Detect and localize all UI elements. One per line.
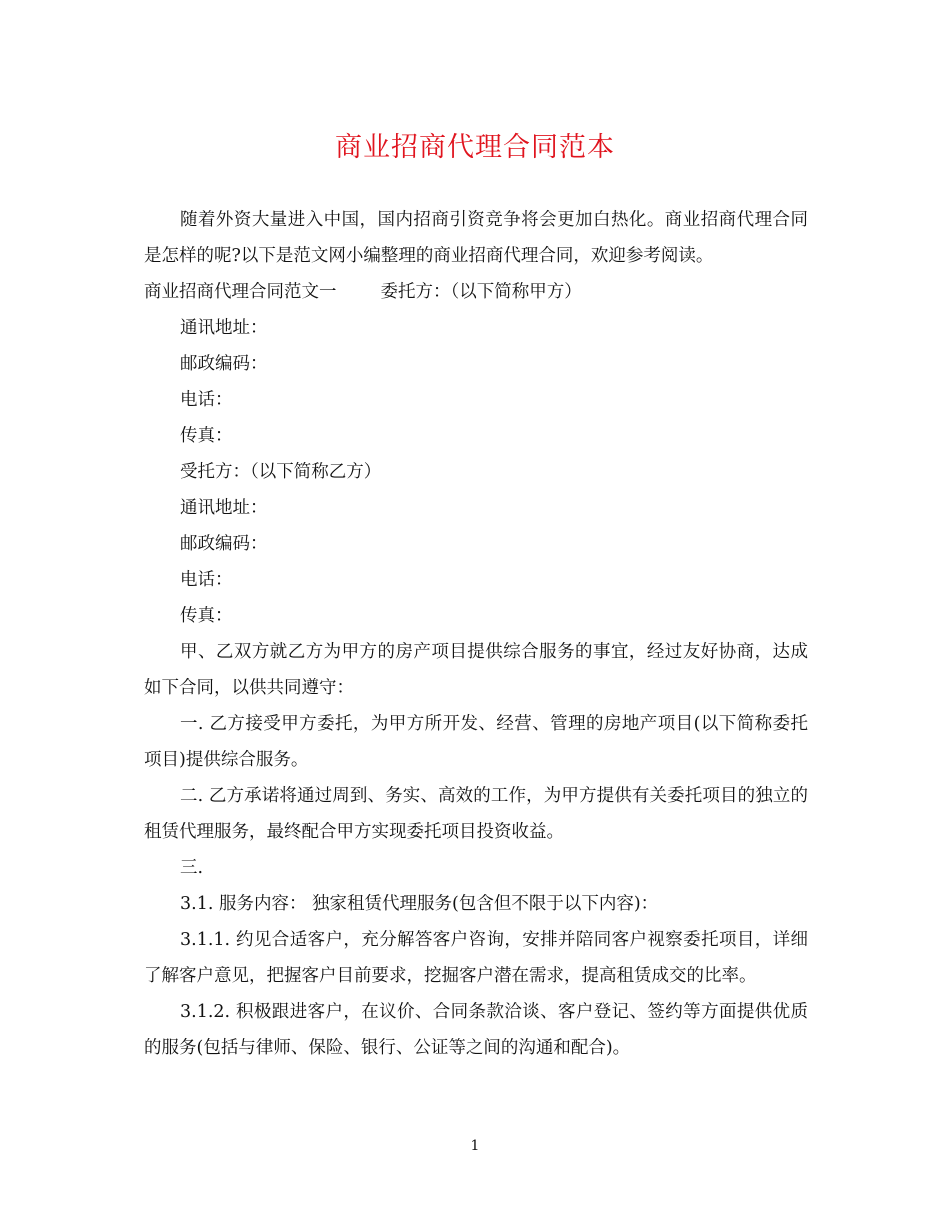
- party-b-phone: 电话：: [180, 570, 233, 590]
- party-a-address: 通讯地址：: [180, 318, 268, 338]
- sample-heading-row: [144, 274, 808, 310]
- party-b-fax: 传真：: [180, 606, 233, 626]
- clause-3-1-1: 3.1.1. 约见合适客户，充分解答客户咨询，安排并陪同客户视察委托项目，详细了解客户意见，把握客户目前要求，挖掘客户潜在需求，提高租赁成交的比率。: [144, 930, 808, 986]
- clause-3-1-2: 3.1.2. 积极跟进客户，在议价、合同条款洽谈、客户登记、签约等方面提供优质的服务(包括与律师、保险、银行、公证等之间的沟通和配合)。: [144, 1002, 808, 1058]
- party-a-postcode: 邮政编码：: [180, 354, 268, 374]
- intro-paragraph: 随着外资大量进入中国，国内招商引资竞争将会更加白热化。商业招商代理合同是怎样的呢?以下是范文网小编整理的商业招商代理合同，欢迎参考阅读。: [144, 210, 808, 266]
- document-body: [144, 202, 808, 1066]
- page-number: 1: [470, 1138, 480, 1154]
- party-a-fax: 传真：: [180, 426, 233, 446]
- clause-3-1: 3.1. 服务内容： 独家租赁代理服务(包含但不限于以下内容)：: [180, 894, 659, 914]
- agreement-intro: 甲、乙双方就乙方为甲方的房产项目提供综合服务的事宜，经过友好协商，达成如下合同，以供共同遵守：: [144, 642, 808, 698]
- spacer: [337, 274, 381, 310]
- sample-heading: 商业招商代理合同范文一: [144, 282, 337, 302]
- clause-3: 三.: [180, 858, 204, 878]
- clause-2: 二. 乙方承诺将通过周到、务实、高效的工作，为甲方提供有关委托项目的独立的租赁代理服务，最终配合甲方实现委托项目投资收益。: [144, 786, 808, 842]
- document-title: 商业招商代理合同范本: [335, 132, 615, 163]
- clause-1: 一. 乙方接受甲方委托，为甲方所开发、经营、管理的房地产项目(以下简称委托项目)提供综合服务。: [144, 714, 808, 770]
- party-b-postcode: 邮政编码：: [180, 534, 268, 554]
- party-a-label: 委托方：（以下简称甲方）: [380, 282, 582, 302]
- party-b-label: 受托方：（以下简称乙方）: [180, 462, 382, 482]
- party-b-address: 通讯地址：: [180, 498, 268, 518]
- party-a-phone: 电话：: [180, 390, 233, 410]
